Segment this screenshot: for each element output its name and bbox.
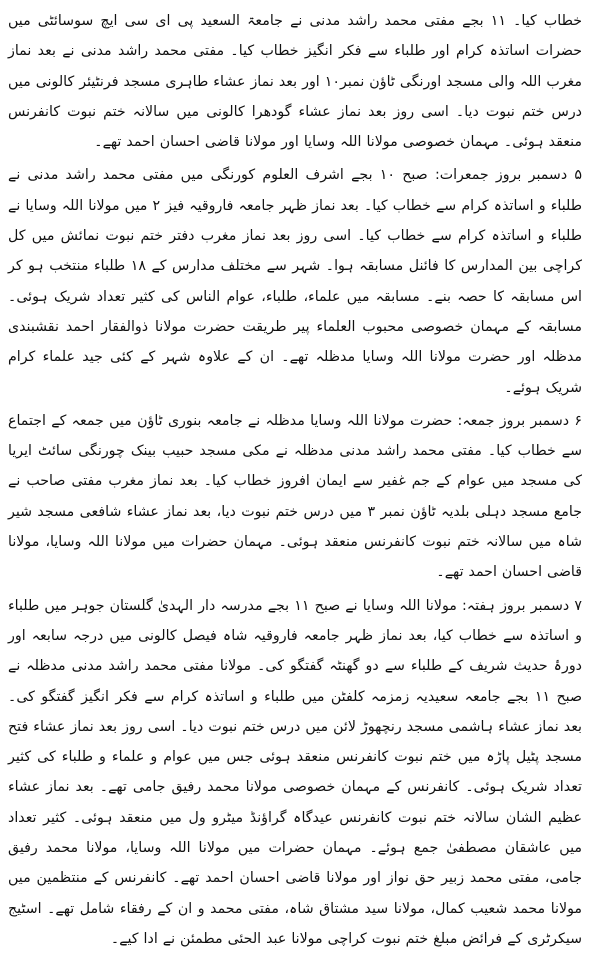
paragraph-intro: خطاب کیا۔ ۱۱ بجے مفتی محمد راشد مدنی نے جامعۃ السعید پی ای سی ایچ سوسائٹی میں حضرات اساتذہ کرام اور طلباء سے فکر انگیز خطاب کیا۔ مفتی محمد راشد مدنی نے بعد نماز مغرب اللہ والی مسجد اورنگی ٹاؤن نمبر۱۰ اور بعد نماز عشاء طاہری مسجد فرنٹیئر کالونی میں درس ختم نبوت دیا۔ اسی روز بعد نماز عشاء گودھرا کالونی میں سالانہ ختم نبوت کانفرنس منعقد ہوئی۔ مہمان خصوصی مولانا اللہ وسایا اور مولانا قاضی احسان احمد تھے۔ [8,13,582,151]
urdu-article-page [8,6,582,947]
paragraph-december-6: ۶ دسمبر بروز جمعہ: حضرت مولانا اللہ وسایا مدظلہ نے جامعہ بنوری ٹاؤن میں جمعہ کے اجتماع سے خطاب کیا۔ مفتی محمد راشد مدنی مدظلہ نے مکی مسجد حبیب بینک چورنگی سائٹ ایریا کی مسجد میں عوام کے جم غفیر سے ایمان افروز خطاب کیا۔ بعد نماز مغرب مفتی صاحب نے جامع مسجد دہلی بلدیہ ٹاؤن نمبر ۳ میں درس ختم نبوت دیا، بعد نماز عشاء شافعی مسجد شیر شاہ میں سالانہ ختم نبوت کانفرنس منعقد ہوئی۔ مہمان حضرات میں مولانا اللہ وسایا، مولانا قاضی احسان احمد تھے۔ [8,412,582,581]
paragraph-december-5: ۵ دسمبر بروز جمعرات: صبح ۱۰ بجے اشرف العلوم کورنگی میں مفتی محمد راشد مدنی نے طلباء و اساتذہ کرام سے خطاب کیا۔ بعد نماز ظہر جامعہ فاروقیہ فیز ۲ میں مولانا اللہ وسایا نے طلباء و اساتذہ کرام سے خطاب کیا۔ اسی روز بعد نماز مغرب دفتر ختم نبوت نمائش میں کل کراچی بین المدارس کا فائنل مسابقہ ہوا۔ شہر سے مختلف مدارس کے ۱۸ طلباء منتخب ہو کر اس مسابقہ کا حصہ بنے۔ مسابقہ میں علماء، طلباء، عوام الناس کی کثیر تعداد شریک ہوئی۔ مسابقہ کے مہمان خصوصی محبوب العلماء پیر طریقت حضرت مولانا ذوالفقار احمد نقشبندی مدظلہ اور حضرت مولانا اللہ وسایا مدظلہ تھے۔ ان کے علاوہ شہر کے کئی جید علماء کرام شریک ہوئے۔ [8,167,582,396]
paragraph-december-7: ۷ دسمبر بروز ہفتہ: مولانا اللہ وسایا نے صبح ۱۱ بجے مدرسہ دار الہدیٰ گلستان جوہر میں طلباء و اساتذہ سے خطاب کیا، بعد نماز ظہر جامعہ فاروقیہ شاہ فیصل کالونی میں درجہ سابعہ اور دورۂ حدیث شریف کے طلباء سے دو گھنٹہ گفتگو کی۔ مولانا مفتی محمد راشد مدنی مدظلہ نے صبح ۱۱ بجے جامعہ سعیدیہ زمزمہ کلفٹن میں طلباء و اساتذہ کرام سے فکر انگیز گفتگو کی۔ بعد نماز عشاء ہاشمی مسجد رنچھوڑ لائن میں درس ختم نبوت دیا۔ اسی روز بعد نماز عشاء فتح مسجد پٹیل پاڑہ میں ختم نبوت کانفرنس منعقد ہوئی جس میں عوام و علماء و طلباء کی کثیر تعداد شریک ہوئی۔ کانفرنس کے مہمان خصوصی مولانا محمد رفیق جامی تھے۔ بعد نماز عشاء عظیم الشان سالانہ ختم نبوت کانفرنس عیدگاہ گراؤنڈ میٹرو ول میں منعقد ہوئی۔ کثیر تعداد میں عاشقان مصطفیٰ جمع ہوئے۔ مہمان حضرات میں مولانا اللہ وسایا، مولانا محمد رفیق جامی، مفتی محمد زبیر حق نواز اور مولانا قاضی احسان احمد تھے۔ کانفرنس کے منتظمین میں مولانا محمد شعیب کمال، مولانا سید مشتاق شاہ، مفتی محمد و ان کے رفقاء شامل تھے۔ اسٹیج سیکرٹری کے فرائض مبلغ ختم نبوت کراچی مولانا عبد الحئی مطمئن نے ادا کیے۔ [8,597,582,947]
